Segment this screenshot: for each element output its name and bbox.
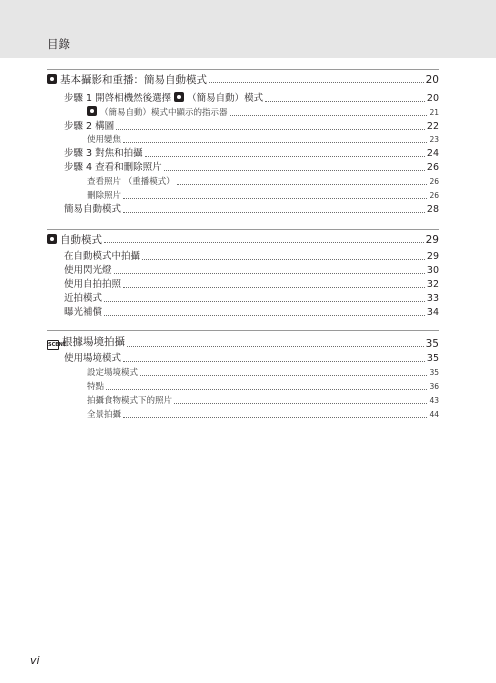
dot-leader: [104, 315, 425, 316]
dot-leader: [123, 212, 425, 213]
toc-entry-label: 步驟 1 開啓相機然後選擇: [64, 93, 172, 104]
dot-leader: [164, 170, 425, 171]
toc-entry-label: 查看照片 （重播模式）: [87, 177, 175, 187]
dot-leader: [123, 142, 427, 143]
toc-page-number: 23: [429, 135, 439, 144]
toc-page-number: 24: [426, 148, 439, 159]
dot-leader: [209, 82, 424, 83]
toc-page-number: 32: [426, 279, 439, 290]
toc-entry-label: 設定場境模式: [87, 368, 139, 378]
dot-leader: [123, 417, 427, 418]
toc-page-number: 35: [425, 338, 439, 350]
toc-page-number: 20: [426, 93, 439, 104]
toc-entry-use-scene[interactable]: [64, 353, 439, 365]
toc-page-number: 20: [425, 74, 439, 86]
toc-page-number: 29: [425, 234, 439, 246]
dot-leader: [177, 184, 428, 185]
toc-entry-shoot-auto[interactable]: [64, 251, 439, 263]
toc-heading-scene[interactable]: [47, 336, 439, 350]
dot-leader: [104, 242, 424, 243]
toc-page-number: 36: [429, 382, 439, 391]
toc-entry-label: 近拍模式: [64, 293, 103, 304]
toc-page-number: 34: [426, 307, 439, 318]
toc-page-number: 30: [426, 265, 439, 276]
dot-leader: [114, 273, 425, 274]
toc-page-number: 33: [426, 293, 439, 304]
toc-page-number: 26: [429, 177, 439, 186]
toc-heading-label: 自動模式: [60, 234, 102, 246]
header-band: [0, 0, 496, 58]
toc-entry-zoom[interactable]: [87, 134, 439, 146]
section-divider-auto: [47, 229, 439, 230]
toc-entry-step1[interactable]: [64, 92, 439, 105]
toc-entry-indicators[interactable]: [87, 106, 439, 119]
dot-leader: [142, 259, 425, 260]
dot-leader: [127, 346, 424, 347]
toc-entry-easy-auto-mode[interactable]: [64, 204, 439, 216]
section-divider-scene: [47, 330, 439, 331]
toc-entry-label: （簡易自動）模式中顯示的指示器: [100, 108, 228, 118]
toc-page-number: 35: [429, 368, 439, 377]
toc-entry-label: 步驟 2 構圖: [64, 121, 115, 132]
toc-heading-label: 基本攝影和重播：簡易自動模式: [60, 74, 207, 86]
toc-entry-label: 拍攝食物模式下的照片: [87, 396, 173, 406]
toc-entry-label: 全景拍攝: [87, 410, 122, 420]
toc-heading-auto[interactable]: [47, 234, 439, 246]
toc-entry-label: 步驟 3 對焦和拍攝: [64, 148, 143, 159]
toc-entry-panorama[interactable]: [87, 409, 439, 421]
dot-leader: [123, 287, 425, 288]
page-title: 目錄: [47, 37, 70, 51]
section-divider-easy-auto: [47, 69, 439, 70]
toc-heading-label: 根據場境拍攝: [62, 336, 125, 348]
dot-leader: [140, 375, 427, 376]
toc-entry-label: 曝光補償: [64, 307, 103, 318]
toc-entry-label: 使用場境模式: [64, 353, 122, 364]
toc-entry-flash[interactable]: [64, 265, 439, 277]
dot-leader: [104, 301, 425, 302]
toc-entry-exposure[interactable]: [64, 307, 439, 319]
easy-auto-icon: [47, 74, 57, 84]
toc-entry-delete-photos[interactable]: [87, 190, 439, 202]
toc-heading-easy-auto[interactable]: [47, 74, 439, 86]
dot-leader: [123, 361, 425, 362]
toc-entry-features[interactable]: [87, 381, 439, 393]
toc-entry-set-scene[interactable]: [87, 367, 439, 379]
dot-leader: [230, 115, 428, 116]
toc-entry-step3[interactable]: [64, 148, 439, 160]
toc-entry-label: 在自動模式中拍攝: [64, 251, 141, 262]
toc-entry-label: 使用變焦: [87, 135, 122, 145]
toc-entry-step4[interactable]: [64, 162, 439, 174]
toc-page-number: 29: [426, 251, 439, 262]
toc-entry-label: 步驟 4 查看和刪除照片: [64, 162, 162, 173]
toc-page-number: 22: [426, 121, 439, 132]
toc-entry-step2[interactable]: [64, 121, 439, 133]
toc-page-number: 44: [429, 410, 439, 419]
toc-entry-macro[interactable]: [64, 293, 439, 305]
toc-page-number: 35: [426, 353, 439, 364]
toc-entry-food-mode[interactable]: [87, 395, 439, 407]
toc-entry-label: 特點: [87, 382, 105, 392]
auto-camera-icon: [47, 234, 57, 244]
dot-leader: [123, 198, 427, 199]
toc-entry-self-timer[interactable]: [64, 279, 439, 291]
toc-page-number: 26: [429, 191, 439, 200]
footer-page-number: vi: [30, 654, 40, 667]
toc-entry-view-photos[interactable]: [87, 176, 439, 188]
dot-leader: [265, 101, 425, 102]
toc-entry-label: （簡易自動）模式: [187, 93, 264, 104]
toc-entry-label: 簡易自動模式: [64, 204, 122, 215]
dot-leader: [174, 403, 427, 404]
toc-entry-label: 使用自拍拍照: [64, 279, 122, 290]
dot-leader: [145, 156, 425, 157]
toc-page-number: 26: [426, 162, 439, 173]
toc-page-number: 28: [426, 204, 439, 215]
scene-icon: SCENE: [48, 342, 67, 348]
toc-entry-label: 刪除照片: [87, 191, 122, 201]
dot-leader: [106, 389, 427, 390]
dot-leader: [116, 129, 425, 130]
easy-auto-icon: [87, 106, 97, 116]
toc-entry-label: 使用閃光燈: [64, 265, 112, 276]
easy-auto-icon: [174, 92, 184, 102]
toc-page-number: 21: [429, 108, 439, 117]
toc-page-number: 43: [429, 396, 439, 405]
